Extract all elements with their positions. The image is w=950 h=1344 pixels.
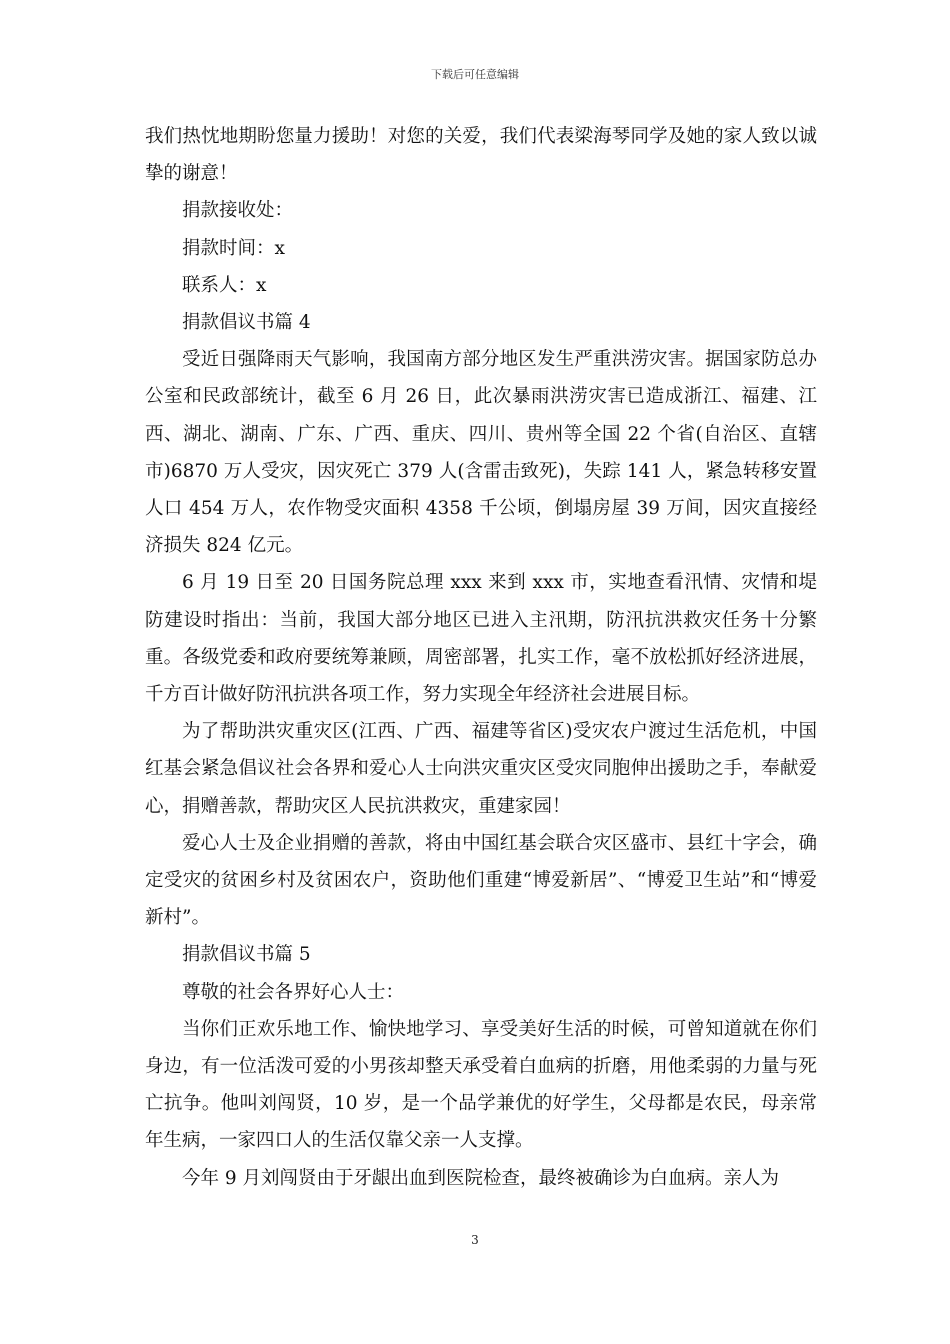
paragraph: 爱心人士及企业捐赠的善款，将由中国红基会联合灾区盛市、县红十字会，确定受灾的贫困乡村及贫困农户，资助他们重建“博爱新居”、“博爱卫生站”和“博爱新村”。: [145, 832, 817, 929]
paragraph: 我们热忱地期盼您量力援助！对您的关爱，我们代表梁海琴同学及她的家人致以诚挚的谢意！: [145, 126, 817, 185]
paragraph: 受近日强降雨天气影响，我国南方部分地区发生严重洪涝灾害。据国家防总办公室和民政部统计，截至 6 月 26 日，此次暴雨洪涝灾害已造成浙江、福建、江西、湖北、湖南、广东、广西、重庆、四川、贵州等全国 22 个省(自治区、直辖市)6870 万人受灾，因灾死亡 379 人(含雷击致死)，失踪 141 人，紧急转移安置人口 454 万人，农作物受灾面积 4358 千公顷，倒塌房屋 39 万间，因灾直接经济损失 824 亿元。: [145, 349, 817, 557]
page-number: 3: [471, 1233, 479, 1247]
document-body: [145, 118, 817, 1197]
paragraph: 当你们正欢乐地工作、愉快地学习、享受美好生活的时候，可曾知道就在你们身边，有一位活泼可爱的小男孩却整天承受着白血病的折磨，用他柔弱的力量与死亡抗争。他叫刘闯贤，10 岁，是一个品学兼优的好学生，父母都是农民，母亲常年生病，一家四口人的生活仅靠父亲一人支撑。: [145, 1018, 817, 1152]
paragraph: 捐款时间：x: [182, 237, 285, 259]
paragraph: 联系人：x: [182, 274, 267, 296]
paragraph: 为了帮助洪灾重灾区(江西、广西、福建等省区)受灾农户渡过生活危机，中国红基会紧急倡议社会各界和爱心人士向洪灾重灾区受灾同胞伸出援助之手，奉献爱心，捐赠善款，帮助灾区人民抗洪救灾，重建家园！: [145, 721, 817, 817]
paragraph: 今年 9 月刘闯贤由于牙龈出血到医院检查，最终被确诊为白血病。亲人为: [182, 1167, 780, 1189]
paragraph: 6 月 19 日至 20 日国务院总理 xxx 来到 xxx 市，实地查看汛情、灾情和堤防建设时指出：当前，我国大部分地区已进入主汛期，防汛抗洪救灾任务十分繁重。各级党委和政府要统筹兼顾，周密部署，扎实工作，毫不放松抓好经济进展，千方百计做好防汛抗洪各项工作，努力实现全年经济社会进展目标。: [145, 572, 817, 706]
salutation: 尊敬的社会各界好心人士：: [182, 981, 405, 1003]
section-heading: 捐款倡议书篇 5: [182, 944, 311, 966]
section-heading: 捐款倡议书篇 4: [182, 312, 311, 334]
page-header: 下载后可任意编辑: [431, 68, 519, 81]
paragraph: 捐款接收处：: [182, 200, 294, 222]
